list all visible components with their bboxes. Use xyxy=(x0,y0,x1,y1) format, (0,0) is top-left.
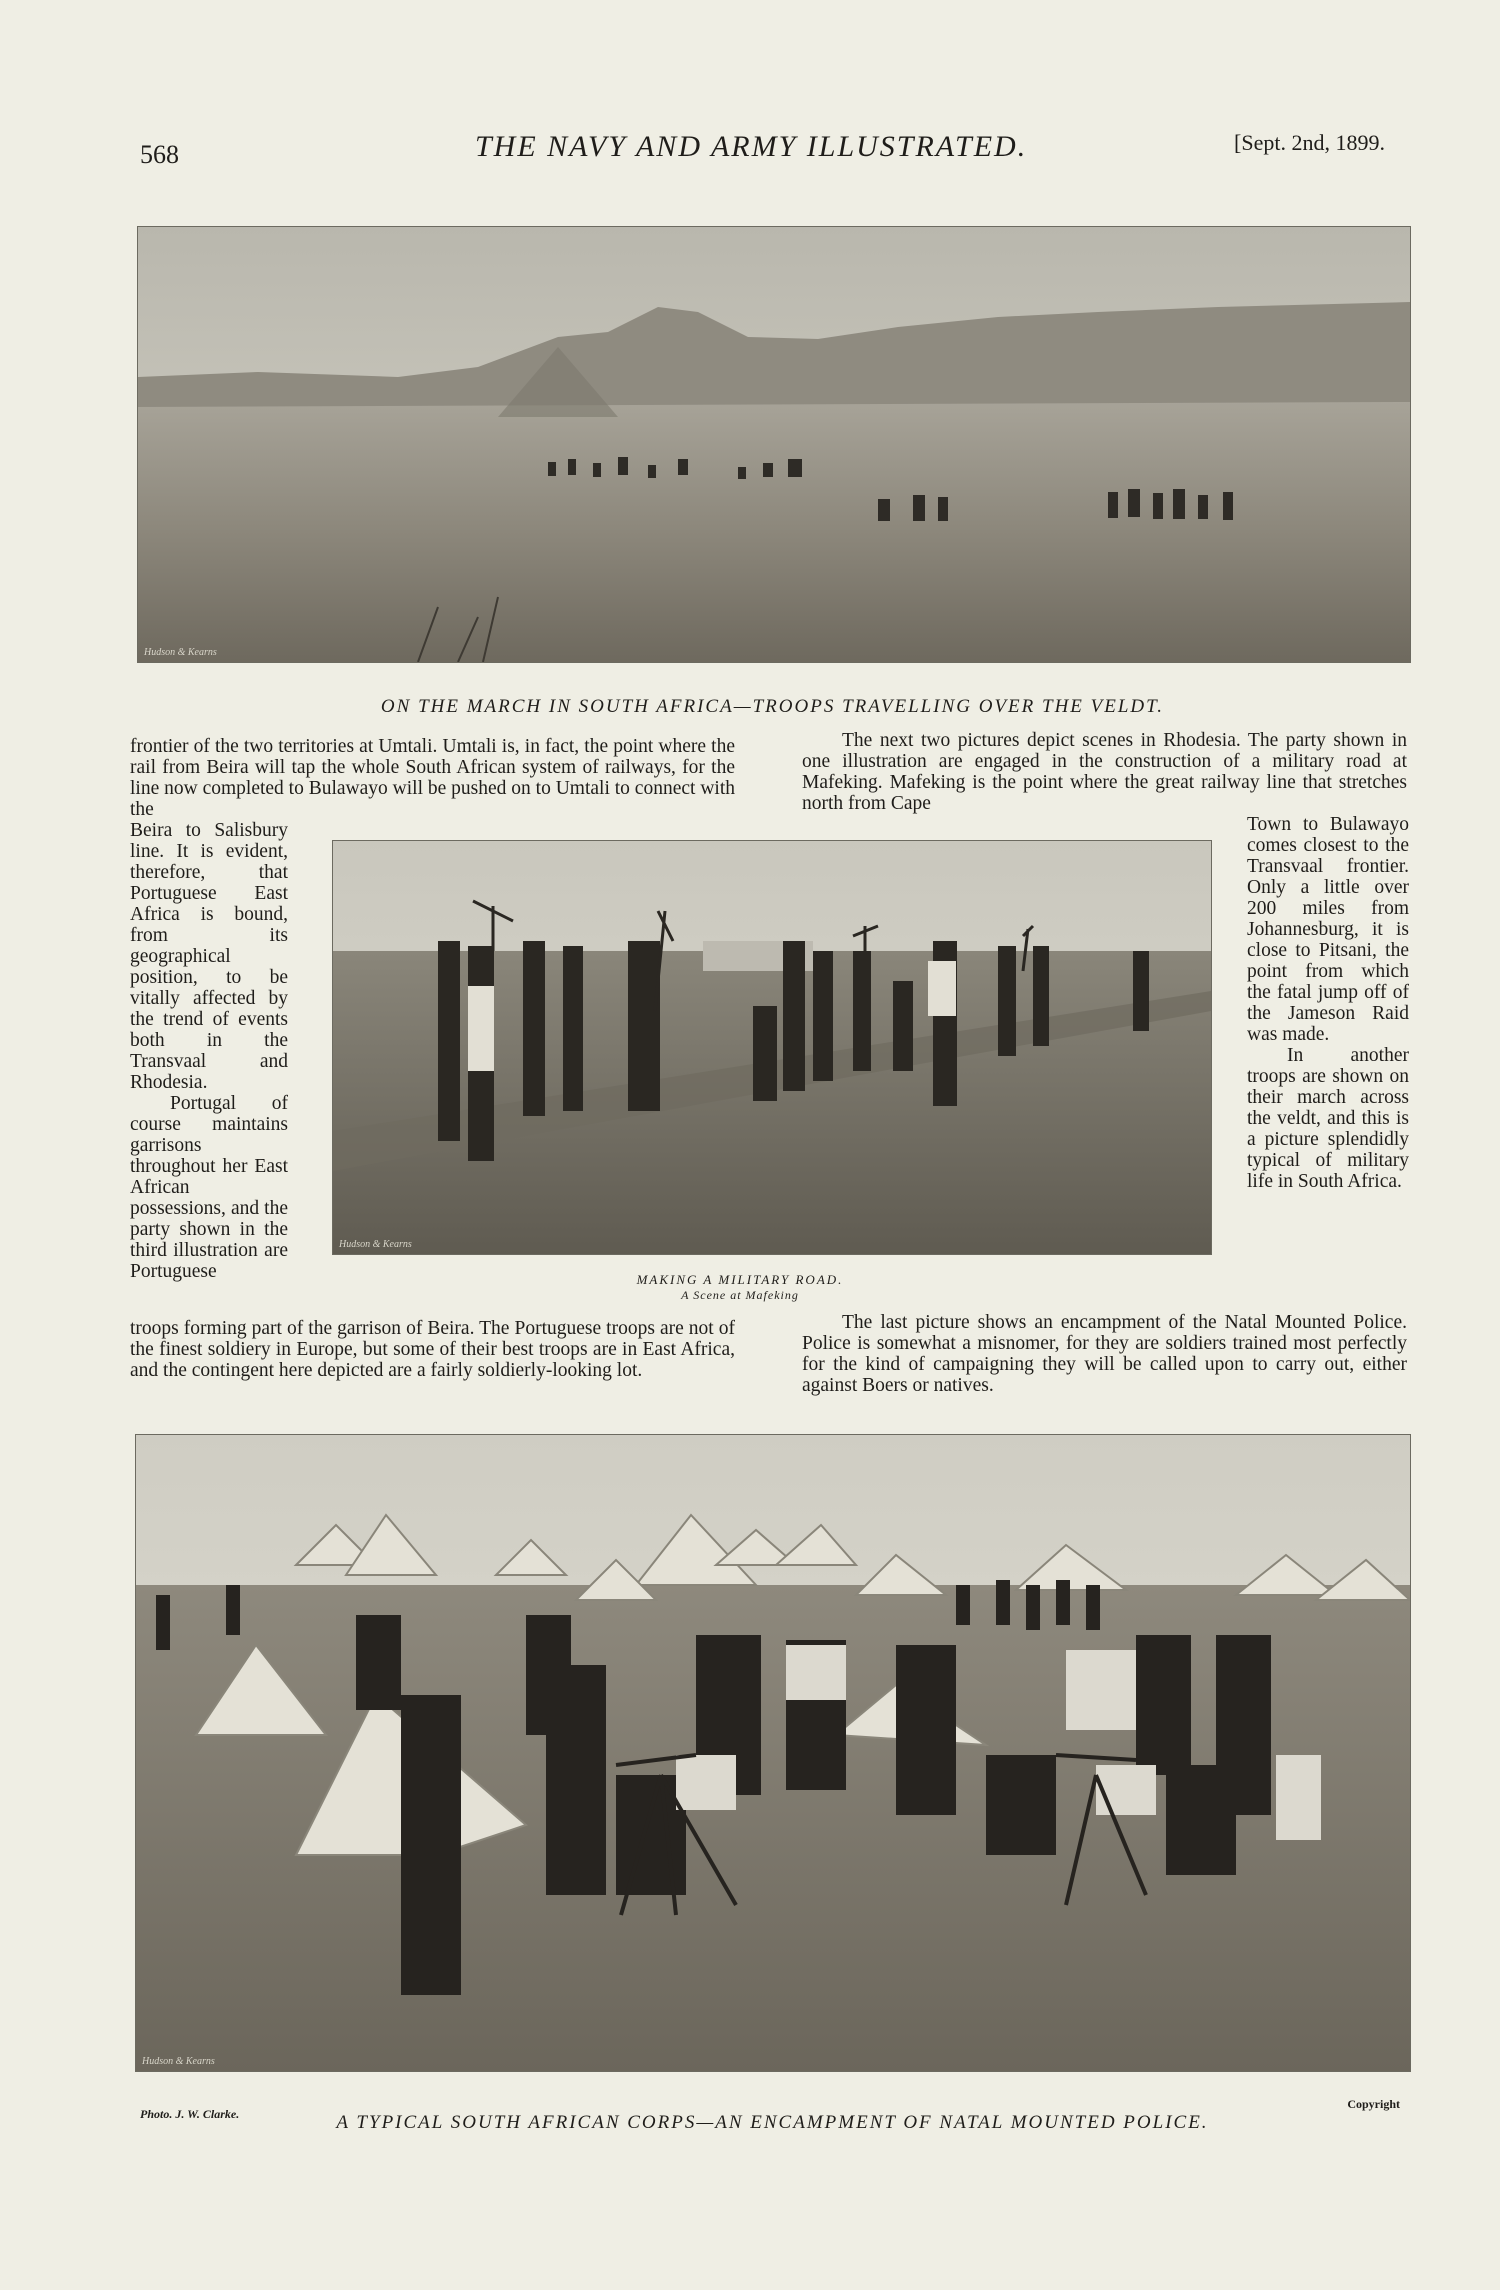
right-paragraph-narrow-2: In another troops are shown on their march across the veldt, and this is a picture splendidly typical of military life in South Africa. xyxy=(1247,1045,1409,1192)
copyright-notice: Copyright xyxy=(1347,2097,1400,2111)
caption-police-encampment: A TYPICAL SOUTH AFRICAN CORPS—AN ENCAMPMENT OF NATAL MOUNTED POLICE. xyxy=(336,2112,1209,2133)
photo-police-encampment xyxy=(135,1434,1411,2072)
road-illustration xyxy=(333,841,1211,1254)
page-header xyxy=(140,130,1385,170)
left-paragraph-top: frontier of the two territories at Umtali. Umtali is, in fact, the point where the rail from Beira will tap the whole South African system of railways, for the line now completed to Bulawayo will be pushed on to Umtali to connect with the xyxy=(130,736,735,820)
page-number: 568 xyxy=(140,140,179,169)
right-paragraph-narrow-1: Town to Bulawayo comes closest to the Transvaal frontier. Only a little over 200 miles from Johannesburg, it is close to Pitsani, the point from which the fatal jump off of the Jameson Raid was made. xyxy=(1247,814,1409,1045)
veldt-illustration xyxy=(138,227,1410,662)
caption-military-road xyxy=(580,1272,900,1303)
right-narrow-column xyxy=(1247,814,1409,1192)
left-paragraph-bottom: troops forming part of the garrison of Beira. The Portuguese troops are not of the finest soldiery in Europe, but some of their best troops are in East Africa, and the contingent here depicted are a fairly soldierly-looking lot. xyxy=(130,1318,735,1381)
issue-date: [Sept. 2nd, 1899. xyxy=(1234,130,1385,155)
engraver-mark: Hudson & Kearns xyxy=(144,647,217,658)
left-paragraph-narrow-2: Portugal of course maintains garrisons throughout her East African possessions, and the party shown in the third illustration are Portuguese xyxy=(130,1093,288,1282)
left-narrow-column xyxy=(130,820,288,1282)
photo-credit: Photo. J. W. Clarke. xyxy=(140,2107,240,2121)
left-paragraph-narrow-1: Beira to Salisbury line. It is evident, therefore, that Portuguese East Africa is bound, from its geographical position, to be vitally affected by the trend of events both in the Transvaal and Rhodesia. xyxy=(130,820,288,1093)
encampment-illustration xyxy=(136,1435,1410,2071)
caption-military-road-title: MAKING A MILITARY ROAD. xyxy=(636,1272,844,1287)
photo-military-road xyxy=(332,840,1212,1255)
caption-military-road-subtitle: A Scene at Mafeking xyxy=(681,1288,799,1302)
caption-troops-on-veldt: ON THE MARCH IN SOUTH AFRICA—TROOPS TRAVELLING OVER THE VELDT. xyxy=(380,696,1165,717)
right-paragraph-bottom: The last picture shows an encampment of the Natal Mounted Police. Police is somewhat a misnomer, for they are soldiers trained most perfectly for the kind of campaigning they will be called upon to carry out, either against Boers or natives. xyxy=(802,1312,1407,1396)
photo-troops-on-veldt xyxy=(137,226,1411,663)
engraver-mark: Hudson & Kearns xyxy=(142,2056,215,2067)
engraver-mark: Hudson & Kearns xyxy=(339,1239,412,1250)
running-title: THE NAVY AND ARMY ILLUSTRATED. xyxy=(475,130,1028,163)
right-paragraph-top: The next two pictures depict scenes in Rhodesia. The party shown in one illustration are engaged in the construction of a military road at Mafeking. Mafeking is the point where the great railway line that stretches north from Cape xyxy=(802,730,1407,814)
